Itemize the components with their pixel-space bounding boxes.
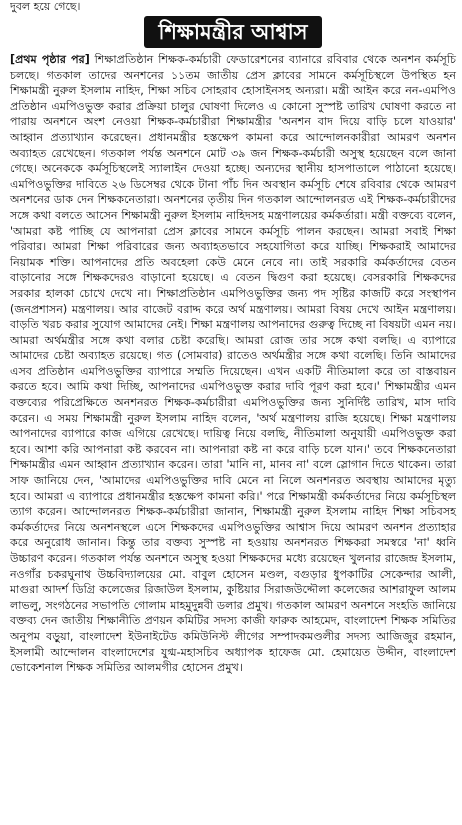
previous-article-fragment: দুবল হয়ে গেছে। [10,0,81,13]
article-text: শিক্ষাপ্রতিষ্ঠান শিক্ষক-কর্মচারী ফেডারেশনের ব্যানারে রবিবার থেকে অনশন কর্মসূচি চলছে। গতকাল তাদের অনশনের ১১তম জাতীয় প্রেস ক্লাবের সামনে কর্মসূচিস্থলে উপস্থিত হন শিক্ষামন্ত্রী নুরুল ইসলাম নাহিদ, শিক্ষা সচিব সোহরাব হোসাইনসহ অন্যরা। মন্ত্রী আইন করে নন-এমপিও প্রতিষ্ঠান এমপিওভুক্ত করার প্রক্রিয়া চালুর ঘোষণা দিলেও এ কোনো সুস্পষ্ট তারিখ ঘোষণা করতে না পারায় অনশনে অংশ নেওয়া শিক্ষক-কর্মচারীরা শিক্ষামন্ত্রীর 'অনশন বাদ দিয়ে বাড়ি চলে যাওয়ার' আহ্বান প্রত্যাখ্যান করেছেন। প্রধানমন্ত্রীর হস্তক্ষেপ কামনা করে আন্দোলনকারীরা আমরণ অনশন অব্যাহত রেখেছেন। গতকাল পর্যন্ত অনশনে মোট ৩৯ জন শিক্ষক-কর্মচারী অসুস্থ হয়েছেন বলে জানা গেছে। অনেককে কর্মসূচিস্থলেই স্যালাইন দেওয়া হচ্ছে। অন্যদের স্থানীয় হাসপাতালে পাঠানো হয়েছে। এমপিওভুক্তির দাবিতে ২৬ ডিসেম্বর থেকে টানা পাঁচ দিন অবস্থান কর্মসূচি শেষে রবিবার থেকে আমরণ অনশনের ডাক দেন শিক্ষকনেতারা। অনশনের তৃতীয় দিন গতকাল আন্দোলনরত এই শিক্ষক-কর্মচারীদের সঙ্গে কথা বলতে আসেন শিক্ষামন্ত্রী নুরুল ইসলাম নাহিদসহ মন্ত্রণালয়ের কর্মকর্তারা। মন্ত্রী বক্তব্যে বলেন, 'আমরা কষ্ট পাচ্ছি যে আপনারা প্রেস ক্লাবের সামনে কর্মসূচি পালন করছেন। আমরা সবাই শিক্ষা পরিবার। আমরা শিক্ষা পরিবারের জন্য অব্যাহতভাবে সহযোগিতা করে যাচ্ছি। শিক্ষকরাই আমাদের নিয়ামক শক্তি। আপনাদের প্রতি অবহেলা কেউ মেনে নেবে না। তাই সরকারি কর্মকর্তাদের বেতন বাড়ানোর সঙ্গে শিক্ষকদেরও বাড়ানো হয়েছে। এ বেতন দ্বিগুণ করা হয়েছে। বেসরকারি শিক্ষকদের সরকার হালকা চোখে দেখে না। শিক্ষাপ্রতিষ্ঠান এমপিওভুক্তির জন্য পদ সৃষ্টির কাজটি করে সংস্থাপন (জনপ্রশাসন) মন্ত্রণালয়। আর বাজেট বরাদ্দ করে অর্থ মন্ত্রণালয়। আমরা বিষয় দেখে আইন মন্ত্রণালয়। বাড়তি খরচ করার সুযোগ আমাদের নেই। শিক্ষা মন্ত্রণালয় আপনাদের গুরুত্ব দিচ্ছে না বিষয়টা এমন নয়। আমরা অর্থমন্ত্রীর সঙ্গে কথা বলার চেষ্টা করেছি। আমরা রোজ তার সঙ্গে কথা বলছি। এ ব্যাপারে আমাদের চেষ্টা অব্যাহত রয়েছে। গত (সোমবার) রাতেও অর্থমন্ত্রীর সঙ্গে কথা বলেছি। তিনি আমাদের এসব প্রতিষ্ঠান এমপিওভুক্তির ব্যাপারে সম্মতি দিয়েছেন। এখন একটি নীতিমালা করে তা বাস্তবায়ন করতে হবে। আমি কথা দিচ্ছি, আপনাদের এমপিওভুক্ত করার দাবি পূরণ করা হবে।' শিক্ষামন্ত্রীর এমন বক্তব্যের পরিপ্রেক্ষিতে অনশনরত শিক্ষক-কর্মচারীরা এমপিওভুক্তির জন্য সুনির্দিষ্ট তারিখ, মাস দাবি করেন। এ সময় শিক্ষামন্ত্রী নুরুল ইসলাম নাহিদ বলেন, 'অর্থ মন্ত্রণালয় রাজি হয়েছে। শিক্ষা মন্ত্রণালয় আপনাদের ব্যাপারে কাজ এগিয়ে রেখেছে। দায়িত্ব নিয়ে বলছি, নীতিমালা অনুযায়ী এমপিওভুক্ত করা হবে। আশা করি আপনারা কষ্ট করবেন না। আপনারা কষ্ট না করে বাড়ি চলে যান।' তবে শিক্ষকনেতারা শিক্ষামন্ত্রীর এমন আহ্বান প্রত্যাখ্যান করেন। তারা 'মানি না, মানব না' বলে স্লোগান দিতে থাকেন। তারা সাফ জানিয়ে দেন, 'আমাদের এমপিওভুক্তির দাবি মেনে না নিলে অনশনরত অবস্থায় আমাদের মৃত্যু হবে। আমরা এ ব্যাপারে প্রধানমন্ত্রীর হস্তক্ষেপ কামনা করি।' পরে শিক্ষামন্ত্রী কর্মকর্তাদের নিয়ে কর্মসূচিস্থল ত্যাগ করেন। আন্দোলনরত শিক্ষক-কর্মচারীরা জানান, শিক্ষামন্ত্রী নুরুল ইসলাম নাহিদ শিক্ষা সচিবসহ কর্মকর্তাদের নিয়ে অনশনস্থলে এসে শিক্ষকদের এমপিওভুক্তির আশ্বাস দিয়ে আমরণ অনশন প্রত্যাহার করে অনুরোধ জানান। কিন্তু তার বক্তব্য সুস্পষ্ট না হওয়ায় অনশনরত শিক্ষকরা সমস্বরে 'না' ধ্বনি উচ্চারণ করেন। গতকাল পর্যন্ত অনশনে অসুস্থ হওয়া শিক্ষকদের মধ্যে রয়েছেন খুলনার রাজেন্দ্র ইসলাম, নওগাঁর চকরঘুনাথ উচ্চবিদ্যালয়ের মো. বাবুল হোসেন মণ্ডল, বগুড়ার ধুপকাটির সেকেন্দার আলী, মাগুরা আদর্শ ডিগ্রি কলেজের রিজাউল ইসলাম, কুষ্টিয়ার সিরাজউদ্দৌলা কলেজের আশরাফুল আলম লাভলু, সংগঠনের সভাপতি গোলাম মাহমুদুন্নবী ডলার প্রমুখ। গতকাল আমরণ অনশনে সংহতি জানিয়ে বক্তব্য দেন জাতীয় শিক্ষানীতি প্রণয়ন কমিটির সদস্য কাজী ফারুক আহমেদ, বাংলাদেশ শিক্ষক সমিতির অনুপম বড়ুয়া, বাংলাদেশ ইউনাইটেড কমিউনিস্ট লীগের সম্পাদকমণ্ডলীর সদস্য আজিজুর রহমান, ইসলামী আন্দোলন বাংলাদেশের যুগ্ম-মহাসচিব অধ্যাপক হাফেজ মো. হেমায়েত উদ্দীন, বাংলাদেশ ভোকেশনাল শিক্ষক সমিতির আলমগীর হোসেন প্রমুখ। [10,53,457,675]
headline-row [10,16,456,50]
continuation-label: [প্রথম পৃষ্ঠার পর] [10,53,90,66]
headline: শিক্ষামন্ত্রীর আশ্বাস [144,16,321,48]
article-body [10,52,456,676]
